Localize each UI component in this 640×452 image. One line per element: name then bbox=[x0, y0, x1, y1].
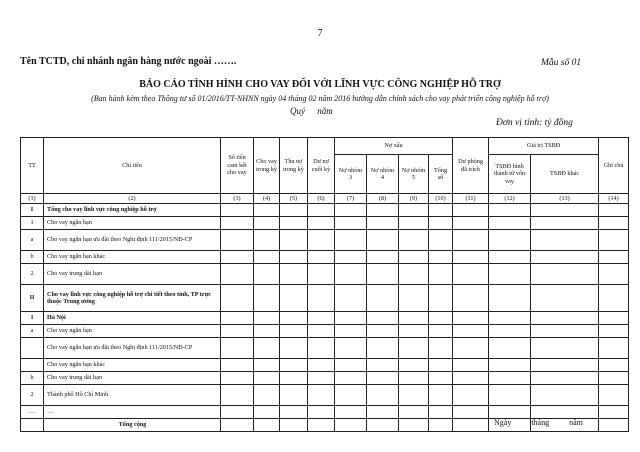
table-cell bbox=[367, 385, 399, 406]
table-cell bbox=[254, 359, 280, 372]
row-tt: 1 bbox=[21, 217, 44, 230]
header-ghi-chu: Ghi chú bbox=[599, 138, 629, 194]
table-cell bbox=[489, 338, 531, 359]
table-cell bbox=[599, 230, 629, 251]
table-cell bbox=[254, 338, 280, 359]
table-cell bbox=[280, 338, 308, 359]
header-thu-no-trong-ky: Thu nợ trong kỳ bbox=[280, 138, 308, 194]
table-cell bbox=[221, 312, 254, 325]
table-cell bbox=[280, 204, 308, 217]
table-cell bbox=[429, 406, 453, 419]
table-cell bbox=[335, 359, 367, 372]
row-tt: b bbox=[21, 251, 44, 264]
header-no-nhom-3: Nợ nhóm 3 bbox=[335, 155, 367, 194]
table-cell bbox=[308, 359, 335, 372]
column-number: (4) bbox=[254, 194, 280, 204]
table-cell bbox=[399, 385, 429, 406]
row-tt: a bbox=[21, 325, 44, 338]
table-cell bbox=[221, 325, 254, 338]
table-cell bbox=[429, 204, 453, 217]
table-cell bbox=[221, 385, 254, 406]
table-cell bbox=[367, 217, 399, 230]
table-cell bbox=[531, 338, 599, 359]
table-cell bbox=[335, 204, 367, 217]
table-cell bbox=[335, 406, 367, 419]
table-cell bbox=[429, 325, 453, 338]
table-cell bbox=[453, 338, 489, 359]
table-row bbox=[21, 385, 629, 406]
table-cell bbox=[254, 217, 280, 230]
table-cell bbox=[335, 285, 367, 312]
row-tt: II bbox=[21, 285, 44, 312]
table-row bbox=[21, 325, 629, 338]
row-tt bbox=[21, 419, 44, 432]
row-tt: b bbox=[21, 372, 44, 385]
table-cell bbox=[453, 359, 489, 372]
table-cell bbox=[399, 204, 429, 217]
report-title: BÁO CÁO TÌNH HÌNH CHO VAY ĐỐI VỚI LĨNH VỰC CÔNG NGHIỆP HỖ TRỢ bbox=[139, 79, 501, 90]
table-cell bbox=[599, 312, 629, 325]
table-cell bbox=[221, 285, 254, 312]
column-number: (10) bbox=[429, 194, 453, 204]
table-cell bbox=[429, 217, 453, 230]
table-cell bbox=[489, 385, 531, 406]
table-cell bbox=[429, 372, 453, 385]
table-cell bbox=[531, 372, 599, 385]
table-cell bbox=[399, 230, 429, 251]
row-label: Cho vay ngắn hạn ưu đãi theo Nghị định 111/2015/NĐ-CP bbox=[44, 230, 221, 251]
table-row bbox=[21, 406, 629, 419]
table-cell bbox=[367, 204, 399, 217]
table-cell bbox=[367, 312, 399, 325]
table-cell bbox=[367, 325, 399, 338]
table-cell bbox=[335, 230, 367, 251]
row-tt: … bbox=[21, 406, 44, 419]
table-cell bbox=[599, 419, 629, 432]
header-chi-tieu: Chỉ tiêu bbox=[44, 138, 221, 194]
column-number: (14) bbox=[599, 194, 629, 204]
table-cell bbox=[599, 251, 629, 264]
table-cell bbox=[399, 419, 429, 432]
table-cell bbox=[399, 312, 429, 325]
table-cell bbox=[308, 406, 335, 419]
table-cell bbox=[221, 338, 254, 359]
row-label: Cho vay ngắn hạn khác bbox=[44, 359, 221, 372]
table-cell bbox=[399, 251, 429, 264]
table-cell bbox=[280, 419, 308, 432]
table-cell bbox=[280, 230, 308, 251]
row-label: Cho vay ngắn hạn khác bbox=[44, 251, 221, 264]
table-cell bbox=[221, 264, 254, 285]
row-tt: 2 bbox=[21, 264, 44, 285]
table-cell bbox=[531, 285, 599, 312]
table-cell bbox=[308, 419, 335, 432]
table-cell bbox=[367, 285, 399, 312]
table-cell bbox=[489, 372, 531, 385]
column-number: (13) bbox=[531, 194, 599, 204]
column-number-row bbox=[21, 194, 629, 204]
table-cell bbox=[429, 359, 453, 372]
table-cell bbox=[489, 312, 531, 325]
table-cell bbox=[453, 285, 489, 312]
table-cell bbox=[335, 251, 367, 264]
table-cell bbox=[453, 312, 489, 325]
table-cell bbox=[489, 251, 531, 264]
table-cell bbox=[335, 419, 367, 432]
table-cell bbox=[531, 385, 599, 406]
table-cell bbox=[429, 338, 453, 359]
table-cell bbox=[429, 251, 453, 264]
table-cell bbox=[429, 385, 453, 406]
table-cell bbox=[489, 285, 531, 312]
table-cell bbox=[254, 325, 280, 338]
table-cell bbox=[453, 264, 489, 285]
table-cell bbox=[280, 285, 308, 312]
table-cell bbox=[221, 372, 254, 385]
table-cell bbox=[367, 359, 399, 372]
header-tong-so: Tổng số bbox=[429, 155, 453, 194]
signature-day: Ngày bbox=[494, 418, 512, 427]
table-cell bbox=[429, 312, 453, 325]
table-row bbox=[21, 230, 629, 251]
table-cell bbox=[254, 312, 280, 325]
table-cell bbox=[367, 372, 399, 385]
report-table bbox=[20, 137, 629, 432]
table-cell bbox=[531, 325, 599, 338]
table-row bbox=[21, 372, 629, 385]
row-label: Cho vay ngắn hạn bbox=[44, 217, 221, 230]
table-cell bbox=[254, 419, 280, 432]
header-cho-vay-trong-ky: Cho vay trong kỳ bbox=[254, 138, 280, 194]
header-gia-tri-tsbd: Giá trị TSBĐ bbox=[489, 138, 599, 155]
table-cell bbox=[221, 251, 254, 264]
header-no-nhom-5: Nợ nhóm 5 bbox=[399, 155, 429, 194]
table-cell bbox=[308, 230, 335, 251]
table-row bbox=[21, 312, 629, 325]
table-cell bbox=[280, 264, 308, 285]
table-cell bbox=[599, 406, 629, 419]
row-label: Cho vay ngắn hạn ưu đãi theo Nghị định 111/2015/NĐ-CP bbox=[44, 338, 221, 359]
header-du-phong: Dư phòng đã trích bbox=[453, 138, 489, 194]
table-cell bbox=[280, 372, 308, 385]
table-cell bbox=[599, 338, 629, 359]
header-no-nhom-4: Nợ nhóm 4 bbox=[367, 155, 399, 194]
table-cell bbox=[453, 217, 489, 230]
header-no-xau: Nợ xấu bbox=[335, 138, 453, 155]
row-label: Cho vay ngắn hạn bbox=[44, 325, 221, 338]
table-cell bbox=[308, 325, 335, 338]
table-cell bbox=[221, 230, 254, 251]
table-cell bbox=[308, 217, 335, 230]
row-label: Cho vay lĩnh vực công nghiệp hỗ trợ chi tiết theo tỉnh, TP trực thuộc Trung ương bbox=[44, 285, 221, 312]
table-cell bbox=[599, 325, 629, 338]
table-cell bbox=[429, 285, 453, 312]
table-cell bbox=[308, 372, 335, 385]
table-cell bbox=[335, 264, 367, 285]
organization-line: Tên TCTD, chi nhánh ngân hàng nước ngoài ……. bbox=[20, 56, 237, 67]
table-row bbox=[21, 264, 629, 285]
table-cell bbox=[453, 372, 489, 385]
table-cell bbox=[280, 359, 308, 372]
table-cell bbox=[335, 372, 367, 385]
table-cell bbox=[221, 204, 254, 217]
row-tt: 1 bbox=[21, 312, 44, 325]
table-cell bbox=[254, 372, 280, 385]
table-cell bbox=[221, 217, 254, 230]
column-number: (9) bbox=[399, 194, 429, 204]
column-number: (3) bbox=[221, 194, 254, 204]
table-cell bbox=[599, 204, 629, 217]
table-cell bbox=[531, 251, 599, 264]
row-tt: 2 bbox=[21, 385, 44, 406]
table-cell bbox=[531, 359, 599, 372]
table-cell bbox=[489, 325, 531, 338]
table-cell bbox=[531, 312, 599, 325]
table-row bbox=[21, 338, 629, 359]
table-cell bbox=[367, 230, 399, 251]
row-label: Thành phố Hồ Chí Minh bbox=[44, 385, 221, 406]
table-cell bbox=[367, 251, 399, 264]
signature-month: tháng bbox=[531, 418, 550, 427]
table-cell bbox=[453, 204, 489, 217]
table-row bbox=[21, 285, 629, 312]
table-cell bbox=[599, 264, 629, 285]
table-cell bbox=[489, 264, 531, 285]
table-cell bbox=[531, 406, 599, 419]
table-cell bbox=[254, 285, 280, 312]
table-cell bbox=[531, 204, 599, 217]
table-cell bbox=[489, 406, 531, 419]
table-cell bbox=[531, 264, 599, 285]
table-cell bbox=[335, 312, 367, 325]
table-cell bbox=[367, 419, 399, 432]
table-cell bbox=[280, 325, 308, 338]
table-cell bbox=[254, 251, 280, 264]
table-cell bbox=[599, 372, 629, 385]
report-body bbox=[21, 204, 629, 432]
table-cell bbox=[399, 338, 429, 359]
table-cell bbox=[399, 406, 429, 419]
table-cell bbox=[531, 230, 599, 251]
column-number: (11) bbox=[453, 194, 489, 204]
column-number: (5) bbox=[280, 194, 308, 204]
signature-year: năm bbox=[569, 418, 583, 427]
table-cell bbox=[335, 385, 367, 406]
table-cell bbox=[489, 217, 531, 230]
row-label: Tổng cộng bbox=[44, 419, 221, 432]
table-cell bbox=[599, 385, 629, 406]
table-cell bbox=[489, 230, 531, 251]
table-cell bbox=[221, 359, 254, 372]
table-cell bbox=[280, 217, 308, 230]
row-tt bbox=[21, 359, 44, 372]
header-tsbd-hinh-thanh: TSBĐ hình thành từ vốn vay bbox=[489, 155, 531, 194]
table-cell bbox=[453, 251, 489, 264]
column-number: (2) bbox=[44, 194, 221, 204]
table-cell bbox=[453, 230, 489, 251]
row-label: Hà Nội bbox=[44, 312, 221, 325]
table-cell bbox=[489, 359, 531, 372]
table-cell bbox=[335, 338, 367, 359]
table-cell bbox=[399, 217, 429, 230]
row-tt: a bbox=[21, 230, 44, 251]
table-cell bbox=[599, 359, 629, 372]
header-du-no-cuoi-ky: Dư nợ cuối kỳ bbox=[308, 138, 335, 194]
table-cell bbox=[308, 312, 335, 325]
table-cell bbox=[280, 312, 308, 325]
table-cell bbox=[453, 325, 489, 338]
table-cell bbox=[453, 385, 489, 406]
report-period bbox=[290, 106, 343, 116]
report-subtitle: (Ban hành kèm theo Thông tư số 01/2016/TT-NHNN ngày 04 tháng 02 năm 2016 hướng dẫn chính sách cho vay phát triển công nghiệp hỗ trợ) bbox=[91, 94, 549, 103]
table-cell bbox=[429, 264, 453, 285]
table-cell bbox=[335, 325, 367, 338]
row-label: … bbox=[44, 406, 221, 419]
table-cell bbox=[367, 338, 399, 359]
table-row bbox=[21, 204, 629, 217]
table-cell bbox=[221, 406, 254, 419]
table-cell bbox=[308, 204, 335, 217]
table-cell bbox=[280, 385, 308, 406]
header-so-tien-cam-ket: Số tiền cam kết cho vay bbox=[221, 138, 254, 194]
table-cell bbox=[254, 406, 280, 419]
page-number: 7 bbox=[317, 28, 323, 39]
header-tsbd-khac: TSBĐ khác bbox=[531, 155, 599, 194]
signature-date bbox=[494, 418, 601, 427]
table-cell bbox=[308, 338, 335, 359]
table-cell bbox=[453, 406, 489, 419]
unit-of-measure: Đơn vị tính: tỷ đồng bbox=[496, 118, 573, 128]
column-number: (1) bbox=[21, 194, 44, 204]
table-cell bbox=[308, 385, 335, 406]
table-cell bbox=[221, 419, 254, 432]
table-cell bbox=[280, 251, 308, 264]
column-number: (6) bbox=[308, 194, 335, 204]
table-cell bbox=[335, 217, 367, 230]
period-year: năm bbox=[317, 106, 333, 116]
table-cell bbox=[399, 325, 429, 338]
table-cell bbox=[489, 204, 531, 217]
table-row bbox=[21, 251, 629, 264]
row-label: Cho vay trung dài hạn bbox=[44, 264, 221, 285]
table-cell bbox=[254, 385, 280, 406]
column-number: (7) bbox=[335, 194, 367, 204]
table-cell bbox=[429, 419, 453, 432]
row-label: Tổng cho vay lĩnh vực công nghiệp hỗ trợ bbox=[44, 204, 221, 217]
period-quarter: Quý bbox=[290, 106, 305, 116]
table-row bbox=[21, 359, 629, 372]
table-cell bbox=[599, 285, 629, 312]
header-tt: TT bbox=[21, 138, 44, 194]
table-cell bbox=[399, 264, 429, 285]
table-cell bbox=[399, 285, 429, 312]
table-cell bbox=[308, 251, 335, 264]
column-number: (12) bbox=[489, 194, 531, 204]
row-tt: I bbox=[21, 204, 44, 217]
form-number: Mẫu số 01 bbox=[541, 58, 582, 68]
table-cell bbox=[367, 264, 399, 285]
table-cell bbox=[453, 419, 489, 432]
table-cell bbox=[308, 285, 335, 312]
table-cell bbox=[599, 217, 629, 230]
row-tt bbox=[21, 338, 44, 359]
table-cell bbox=[367, 406, 399, 419]
table-cell bbox=[429, 230, 453, 251]
table-row bbox=[21, 217, 629, 230]
table-cell bbox=[399, 359, 429, 372]
table-cell bbox=[531, 217, 599, 230]
column-number: (8) bbox=[367, 194, 399, 204]
table-cell bbox=[254, 230, 280, 251]
table-cell bbox=[254, 204, 280, 217]
table-cell bbox=[308, 264, 335, 285]
table-cell bbox=[399, 372, 429, 385]
table-cell bbox=[280, 406, 308, 419]
table-cell bbox=[254, 264, 280, 285]
row-label: Cho vay trung dài hạn bbox=[44, 372, 221, 385]
